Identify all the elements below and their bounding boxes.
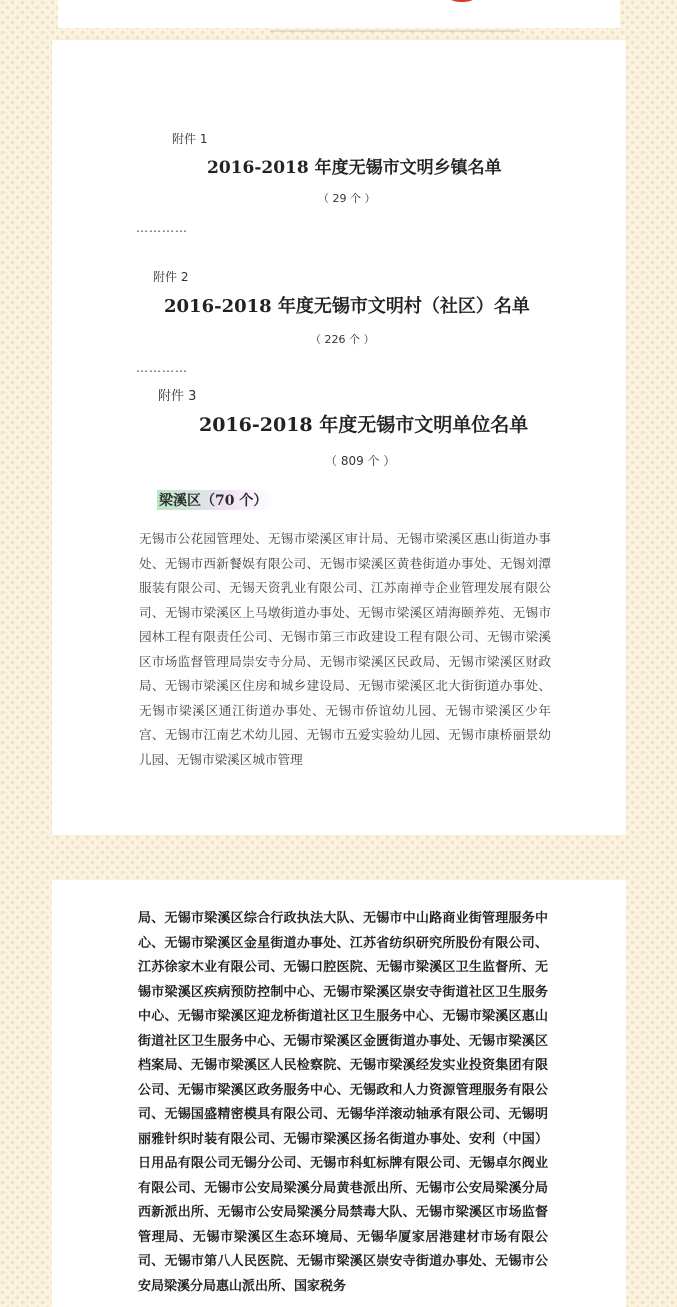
attachment-2-count: （ 226 个 ）: [310, 333, 375, 346]
faint-text-line: [270, 30, 520, 32]
unit-list-paragraph-page-1: 无锡市公花园管理处、无锡市梁溪区审计局、无锡市梁溪区惠山街道办事处、无锡市西新餐娱有限公司、无锡市梁溪区黄巷街道办事处、无锡刘潭服装有限公司、无锡天资乳业有限公司、江苏南禅寺企业管理发展有限公司、无锡市梁溪区上马墩街道办事处、无锡市梁溪区靖海颐养苑、无锡市园林工程有限责任公司、无锡市第三市政建设工程有限公司、无锡市梁溪区市场监督管理局崇安寺分局、无锡市梁溪区民政局、无锡市梁溪区财政局、无锡市梁溪区住房和城乡建设局、无锡市梁溪区北大街街道办事处、无锡市梁溪区通江街道办事处、无锡市侨谊幼儿园、无锡市梁溪区少年宫、无锡市江南艺术幼儿园、无锡市五爱实验幼儿园、无锡市康桥丽景幼儿园、无锡市梁溪区城市管理: [139, 531, 551, 767]
red-seal-edge: [440, 0, 484, 2]
attachment-1-count: （ 29 个 ）: [318, 192, 376, 205]
attachment-3-count: （ 809 个 ）: [325, 454, 396, 468]
attachment-1-ellipsis: …………: [136, 221, 188, 235]
attachment-3-label: 附件 3: [158, 389, 197, 404]
unit-list-paragraph-page-2: 局、无锡市梁溪区综合行政执法大队、无锡市中山路商业街管理服务中心、无锡市梁溪区金星街道办事处、江苏省纺织研究所股份有限公司、江苏徐家木业有限公司、无锡口腔医院、无锡市梁溪区卫生监督所、无锡市梁溪区疾病预防控制中心、无锡市梁溪区崇安寺街道社区卫生服务中心、无锡市梁溪区迎龙桥街道社区卫生服务中心、无锡市梁溪区惠山街道社区卫生服务中心、无锡市梁溪区金匮街道办事处、无锡市梁溪区档案局、无锡市梁溪区人民检察院、无锡市梁溪经发实业投资集团有限公司、无锡市梁溪区政务服务中心、无锡政和人力资源管理服务有限公司、无锡国盛精密模具有限公司、无锡华洋滚动轴承有限公司、无锡明丽雅针织时装有限公司、无锡市梁溪区扬名街道办事处、安利（中国）日用品有限公司无锡分公司、无锡市科虹标牌有限公司、无锡卓尔阀业有限公司、无锡市公安局梁溪分局黄巷派出所、无锡市公安局梁溪分局西新派出所、无锡市公安局梁溪分局禁毒大队、无锡市梁溪区市场监督管理局、无锡市梁溪区生态环境局、无锡华厦家居港建材市场有限公司、无锡市第八人民医院、无锡市梁溪区崇安寺街道办事处、无锡市公安局梁溪分局惠山派出所、国家税务: [138, 911, 548, 1294]
attachment-1-title: 2016-2018 年度无锡市文明乡镇名单: [207, 158, 502, 178]
district-heading: 梁溪区（70 个）: [157, 490, 273, 510]
previous-page-strip: [58, 0, 620, 28]
attachment-2-title: 2016-2018 年度无锡市文明村（社区）名单: [164, 296, 530, 317]
attachment-2-ellipsis: …………: [136, 361, 188, 375]
attachment-2-label: 附件 2: [153, 270, 189, 284]
attachment-3-title: 2016-2018 年度无锡市文明单位名单: [199, 414, 529, 436]
attachment-1-label: 附件 1: [172, 132, 208, 146]
